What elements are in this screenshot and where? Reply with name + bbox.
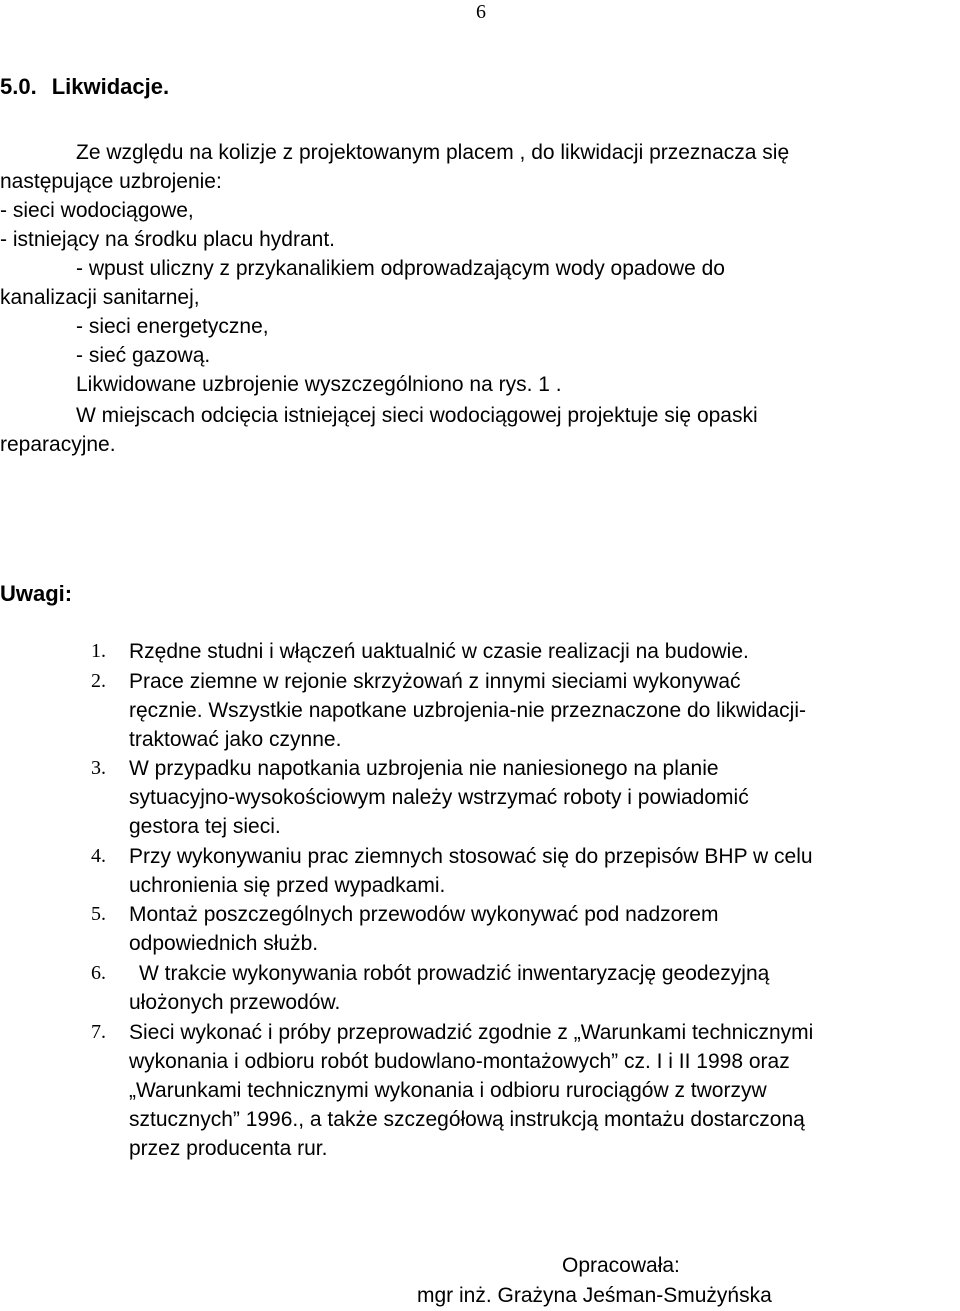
intro-line: - sieci wodociągowe, — [0, 199, 194, 222]
note-line: gestora tej sieci. — [129, 815, 281, 838]
note-line: przez producenta rur. — [129, 1137, 328, 1160]
note-text — [129, 667, 806, 754]
notes-title: Uwagi: — [0, 581, 73, 606]
note-number: 3. — [91, 757, 106, 779]
note-text — [129, 842, 813, 900]
note-text — [129, 637, 749, 666]
intro-line: Likwidowane uzbrojenie wyszczególniono na rys. 1 . — [76, 373, 562, 396]
note-line: W przypadku napotkania uzbrojenia nie naniesionego na planie — [129, 757, 719, 780]
note-text — [129, 959, 770, 1017]
note-line: „Warunkami technicznymi wykonania i odbioru rurociągów z tworzyw — [129, 1079, 767, 1102]
note-line: sztucznych” 1996., a także szczegółową instrukcją montażu dostarczoną — [129, 1108, 805, 1131]
note-line: W trakcie wykonywania robót prowadzić inwentaryzację geodezyjną — [139, 962, 770, 985]
note-line: sytuacyjno-wysokościowym należy wstrzymać roboty i powiadomić — [129, 786, 749, 809]
intro-line: - sieć gazową. — [76, 344, 211, 367]
intro-line: - wpust uliczny z przykanalikiem odprowadzającym wody opadowe do — [76, 257, 725, 280]
section-number: 5.0. — [0, 74, 37, 99]
note-line: uchronienia się przed wypadkami. — [129, 874, 446, 897]
note-line: Montaż poszczególnych przewodów wykonywać pod nadzorem — [129, 903, 719, 926]
note-line: Rzędne studni i włączeń uaktualnić w czasie realizacji na budowie. — [129, 640, 749, 663]
note-text — [129, 900, 718, 958]
note-number: 6. — [91, 962, 106, 984]
note-line: Sieci wykonać i próby przeprowadzić zgodnie z „Warunkami technicznymi — [129, 1021, 814, 1044]
note-line: ręcznie. Wszystkie napotkane uzbrojenia-nie przeznaczone do likwidacji- — [129, 699, 806, 722]
note-line: Przy wykonywaniu prac ziemnych stosować się do przepisów BHP w celu — [129, 845, 813, 868]
signature-name: mgr inż. Grażyna Jeśman-Smużyńska — [417, 1284, 772, 1307]
section-title: Likwidacje. — [51, 74, 170, 99]
note-number: 7. — [91, 1021, 106, 1043]
intro-line: kanalizacji sanitarnej, — [0, 286, 200, 309]
note-text — [129, 1018, 813, 1163]
intro-line: Ze względu na kolizje z projektowanym placem , do likwidacji przeznacza się — [76, 141, 790, 164]
signature-label: Opracowała: — [562, 1254, 680, 1277]
note-line: traktować jako czynne. — [129, 728, 342, 751]
page-number: 6 — [476, 1, 486, 23]
intro-line: - istniejący na środku placu hydrant. — [0, 228, 336, 251]
note-line: ułożonych przewodów. — [129, 991, 341, 1014]
intro-line: - sieci energetyczne, — [76, 315, 269, 338]
note-number: 5. — [91, 903, 106, 925]
intro-line: W miejscach odcięcia istniejącej sieci wodociągowej projektuje się opaski — [76, 404, 758, 427]
note-line: wykonania i odbioru robót budowlano-montażowych” cz. I i II 1998 oraz — [129, 1050, 790, 1073]
section-heading — [0, 72, 169, 101]
intro-line: następujące uzbrojenie: — [0, 170, 222, 193]
note-number: 1. — [91, 640, 106, 662]
note-number: 2. — [91, 670, 106, 692]
note-text — [129, 754, 749, 841]
note-line: Prace ziemne w rejonie skrzyżowań z innymi sieciami wykonywać — [129, 670, 741, 693]
intro-line: reparacyjne. — [0, 433, 116, 456]
note-line: odpowiednich służb. — [129, 932, 319, 955]
note-number: 4. — [91, 845, 106, 867]
